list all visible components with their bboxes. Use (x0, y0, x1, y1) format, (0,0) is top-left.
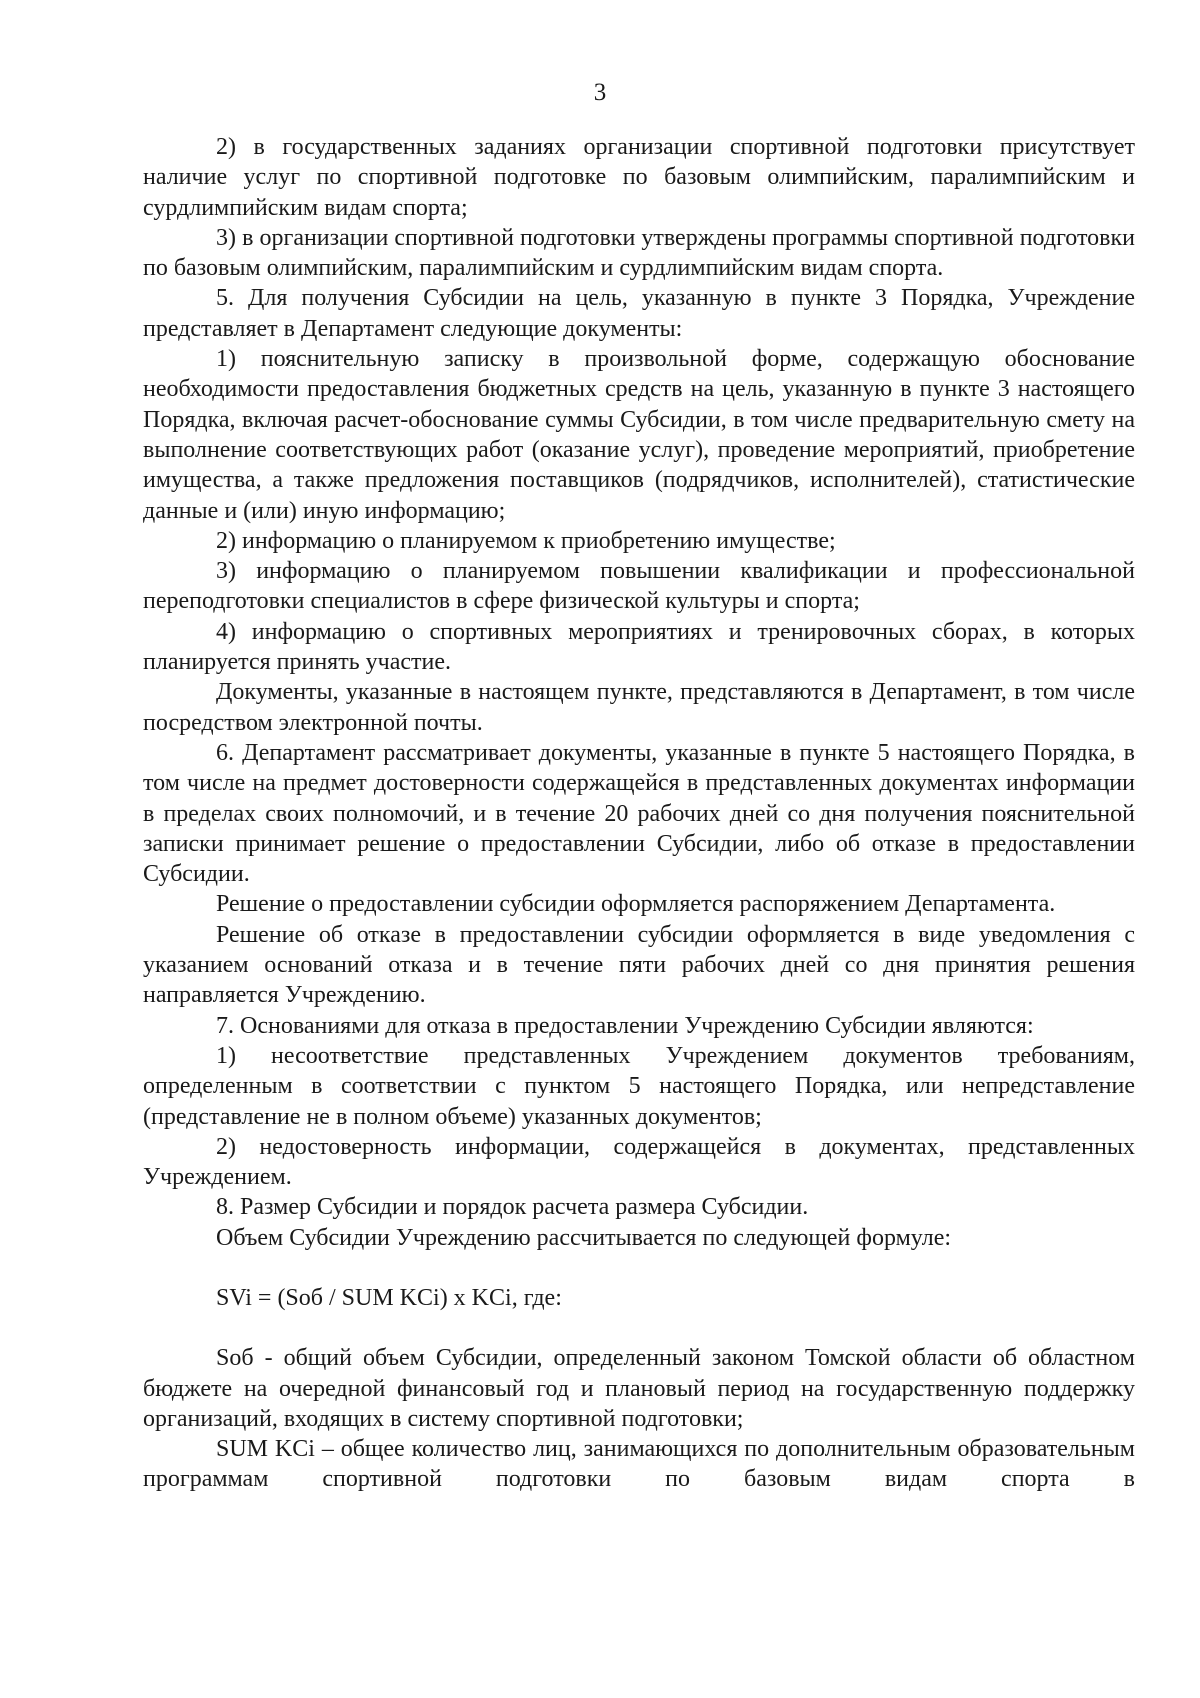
document-body (143, 132, 1135, 1495)
paragraph-item-2: 2) в государственных заданиях организации спортивной подготовки присутствует наличие услуг по спортивной подготовке по базовым олимпийским, паралимпийским и сурдлимпийским видам спорта; (143, 134, 1135, 221)
paragraph-refusal-decision: Решение об отказе в предоставлении субсидии оформляется в виде уведомления с указанием оснований отказа и в течение пяти рабочих дней со дня принятия решения направляется Учреждению. (143, 921, 1135, 1009)
definition-s-total: Sоб - общий объем Субсидии, определенный законом Томской области об областном бюджете на очередной финансовый год и плановый период на государственную поддержку организаций, входящих в систему спортивной подготовки; (143, 1345, 1135, 1432)
formula: SVi = (Sоб / SUM KCi) x KCi, где: (216, 1284, 562, 1311)
paragraph-section-6: 6. Департамент рассматривает документы, указанные в пункте 5 настоящего Порядка, в том числе на предмет достоверности содержащейся в представленных документах информации в пределах своих полномочий, и в течение 20 рабочих дней со дня получения пояснительной записки принимает решение о предоставлении Субсидии, либо об отказе в предоставлении Субсидии. (143, 739, 1135, 888)
page-number: 3 (593, 79, 607, 106)
paragraph-doc-1: 1) пояснительную записку в произвольной форме, содержащую обоснование необходимости предоставления бюджетных средств на цель, указанную в пункте 3 настоящего Порядка, включая расчет-обоснование суммы Субсидии, в том числе предварительную смету на выполнение соответствующих работ (оказание услуг), проведение мероприятий, приобретение имущества, а также предложения поставщиков (подрядчиков, исполнителей), статистические данные и (или) иную информацию; (143, 346, 1135, 524)
paragraph-refusal-1: 1) несоответствие представленных Учреждением документов требованиям, определенным в соответствии с пунктом 5 настоящего Порядка, или непредставление (представление не в полном объеме) указанных документов; (143, 1042, 1135, 1130)
paragraph-refusal-2: 2) недостоверность информации, содержащейся в документах, представленных Учреждением. (143, 1133, 1135, 1191)
paragraph-doc-2: 2) информацию о планируемом к приобретению имуществе; (216, 527, 836, 554)
paragraph-doc-3: 3) информацию о планируемом повышении квалификации и профессиональной переподготовки специалистов в сфере физической культуры и спорта; (143, 558, 1135, 615)
paragraph-formula-intro: Объем Субсидии Учреждению рассчитывается по следующей формуле: (216, 1224, 952, 1251)
paragraph-doc-4: 4) информацию о спортивных мероприятиях и тренировочных сборах, в которых планируется принять участие. (143, 618, 1135, 676)
paragraph-decision: Решение о предоставлении субсидии оформляется распоряжением Департамента. (216, 891, 1056, 918)
paragraph-section-7: 7. Основаниями для отказа в предоставлении Учреждению Субсидии являются: (216, 1012, 1034, 1039)
definition-sum-kci: SUM KCi – общее количество лиц, занимающихся по дополнительным образовательным программам спортивной подготовки по базовым видам спорта в (143, 1436, 1135, 1493)
paragraph-item-3: 3) в организации спортивной подготовки утверждены программы спортивной подготовки по базовым олимпийским, паралимпийским и сурдлимпийским видам спорта. (143, 224, 1135, 282)
paragraph-section-8: 8. Размер Субсидии и порядок расчета размера Субсидии. (216, 1194, 809, 1221)
paragraph-section-5: 5. Для получения Субсидии на цель, указанную в пункте 3 Порядка, Учреждение представляет в Департамент следующие документы: (143, 285, 1135, 342)
paragraph-documents-note: Документы, указанные в настоящем пункте, представляются в Департамент, в том числе посредством электронной почты. (143, 679, 1135, 736)
